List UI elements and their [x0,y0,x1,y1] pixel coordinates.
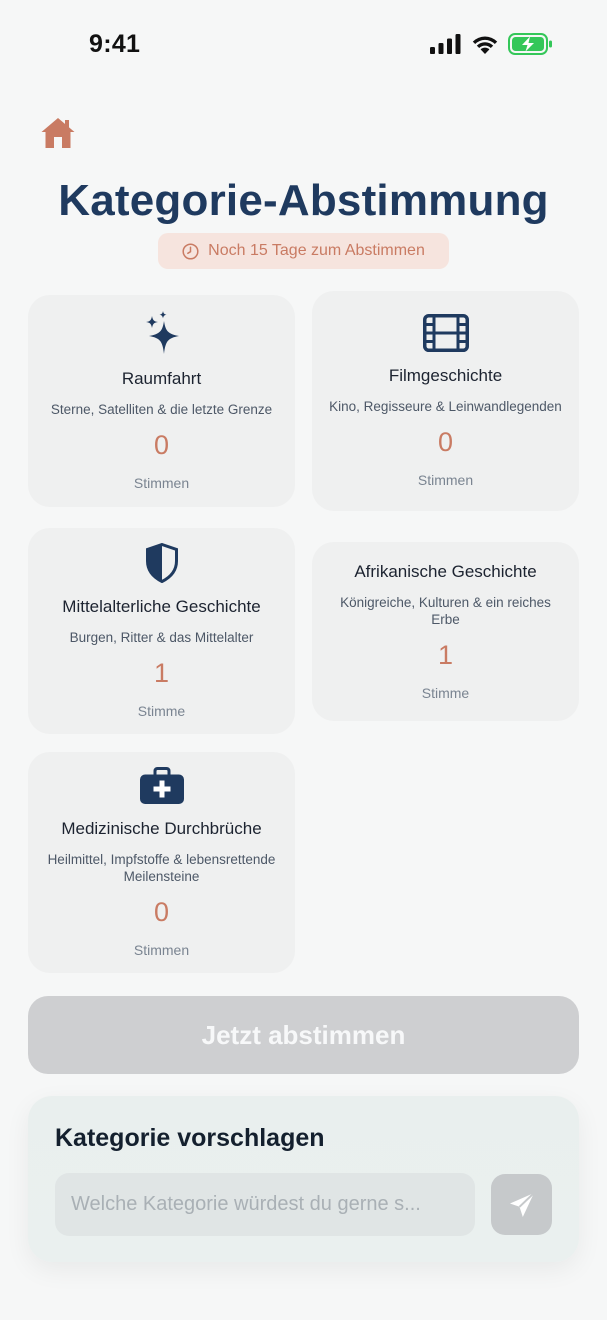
category-title: Afrikanische Geschichte [354,562,537,581]
category-card-medizin[interactable] [28,752,295,973]
wifi-icon [471,34,499,60]
category-card-raumfahrt[interactable] [28,295,295,507]
vote-count: 0 [153,430,170,460]
shield-icon [145,543,179,583]
cellular-signal-icon [430,34,462,59]
send-button[interactable] [491,1174,552,1235]
home-button[interactable] [40,116,76,150]
battery-charging-icon [508,33,553,60]
deadline-badge [158,233,449,269]
film-icon [423,314,469,352]
status-icons [430,33,553,60]
category-title: Mittelalterliche Geschichte [62,597,261,616]
status-bar [0,0,607,90]
home-icon [40,116,76,150]
vote-unit: Stimme [421,685,470,701]
status-time: 9:41 [89,30,141,58]
category-description: Burgen, Ritter & das Mittelalter [69,630,254,645]
medical-kit-icon [139,767,185,805]
category-title: Filmgeschichte [388,366,503,385]
send-icon [507,1190,537,1220]
page-title: Kategorie-Abstimmung [58,176,549,225]
vote-count: 1 [153,658,170,688]
vote-unit: Stimme [137,703,186,719]
suggest-title: Kategorie vorschlagen [55,1124,325,1152]
vote-count: 1 [437,640,454,670]
category-card-afrikanische-geschichte[interactable] [312,542,579,721]
clock-icon [182,243,199,260]
category-description: Sterne, Satelliten & die letzte Grenze [50,402,273,417]
category-description: Kino, Regisseure & Leinwandlegenden [329,399,562,414]
vote-button[interactable]: Jetzt abstimmen [28,996,579,1074]
vote-unit: Stimmen [133,475,190,491]
category-card-mittelalter[interactable] [28,528,295,734]
vote-count: 0 [153,897,170,927]
category-card-filmgeschichte[interactable] [312,291,579,511]
vote-unit: Stimmen [417,472,474,488]
deadline-text: Noch 15 Tage zum Abstimmen [208,242,425,259]
category-description: Heilmittel, Impfstoffe & lebensrettende Meilensteine [47,852,276,884]
suggest-category-input[interactable] [55,1173,475,1236]
category-title: Medizinische Durchbrüche [61,819,262,838]
vote-count: 0 [437,427,454,457]
sparkles-icon [142,311,182,355]
category-description: Königreiche, Kulturen & ein reiches Erbe [340,595,551,627]
vote-unit: Stimmen [133,942,190,958]
category-title: Raumfahrt [121,369,202,388]
suggest-category-panel [28,1096,579,1262]
